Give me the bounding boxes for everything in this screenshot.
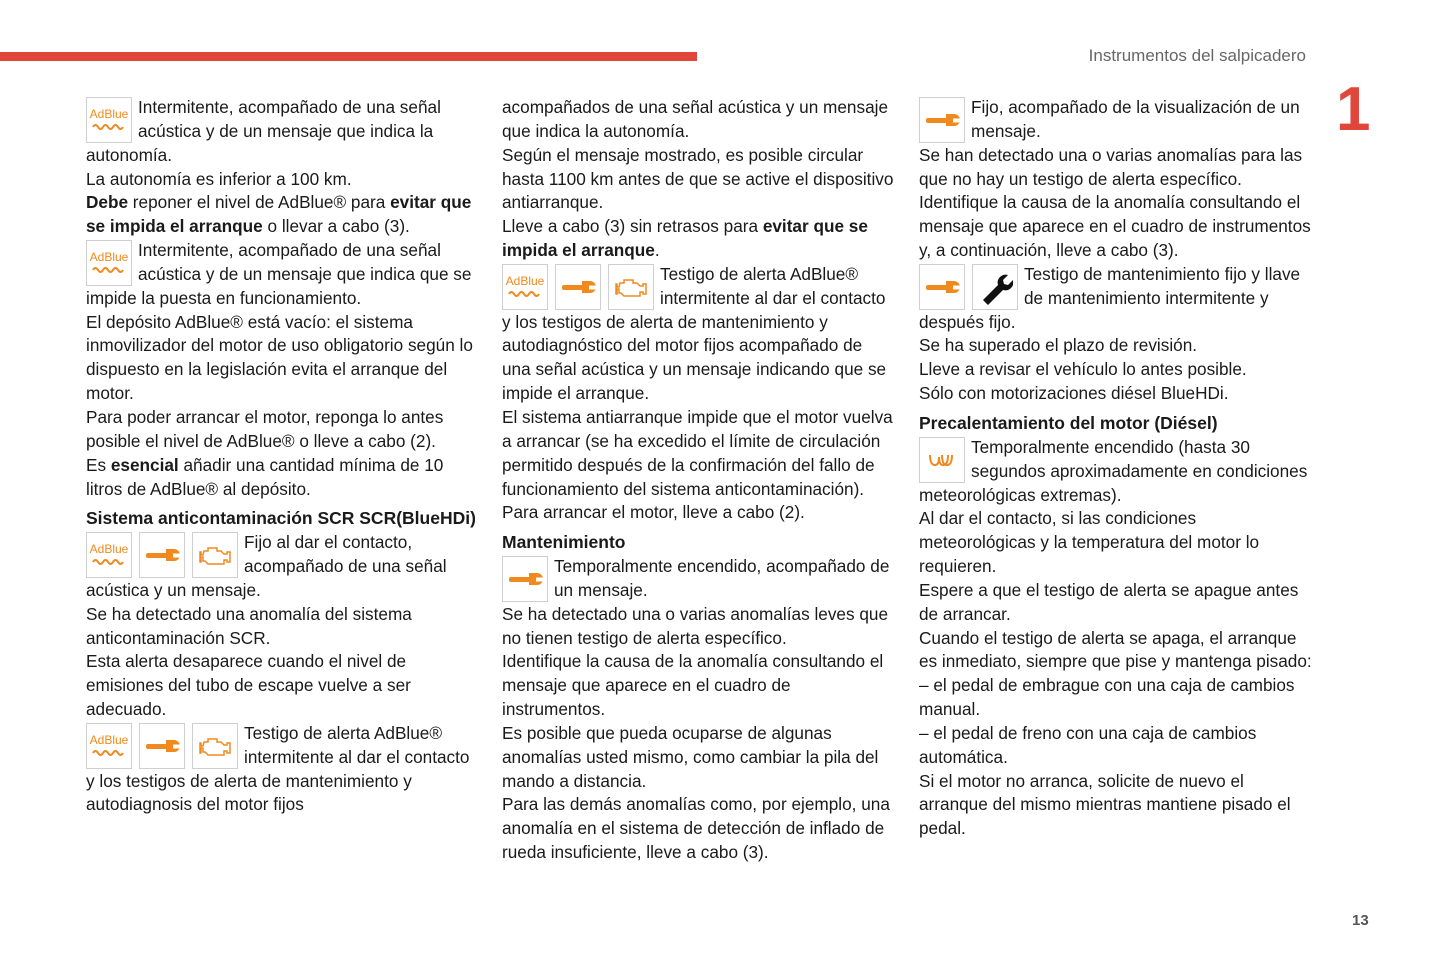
- paragraph: [86, 454, 478, 502]
- warning-light-icons: [502, 556, 548, 602]
- text: añadir una cantidad mínima de 10 litros de AdBlue® al depósito.: [86, 454, 444, 499]
- text: Si el motor no arranca, solicite de nuevo el arranque del mismo mientras mantiene pisado el pedal.: [919, 770, 1291, 839]
- text: Se han detectado una o varias anomalías para las que no hay un testigo de alerta específico.: [919, 144, 1303, 189]
- text: Para poder arrancar el motor, reponga lo antes posible el nivel de AdBlue® o lleve a cabo (2).: [86, 406, 444, 451]
- adblue-icon: AdBlue: [86, 723, 132, 769]
- text: La autonomía es inferior a 100 km.: [86, 168, 352, 189]
- text: Intermitente, acompañado de una señal acústica y de un mensaje que indica la autonomía.: [86, 97, 441, 165]
- paragraph: [919, 507, 1314, 579]
- warning-light-entry: [919, 96, 1314, 144]
- paragraph: [86, 406, 478, 454]
- wrench-icon: [139, 532, 185, 578]
- warning-light-icons: [86, 97, 132, 143]
- text: Mantenimiento: [502, 532, 626, 553]
- warning-light-entry: [919, 436, 1314, 508]
- text: acompañados de una señal acústica y un mensaje que indica la autonomía.: [502, 97, 889, 141]
- warning-light-icons: [919, 97, 965, 143]
- text: Temporalmente encendido, acompañado de un mensaje.: [554, 556, 890, 600]
- spanner-icon: [972, 264, 1018, 310]
- paragraph: [919, 627, 1314, 675]
- adblue-icon: AdBlue: [86, 240, 132, 286]
- section-heading: [502, 531, 894, 555]
- paragraph: [919, 358, 1314, 382]
- text: Cuando el testigo de alerta se apaga, el arranque es inmediato, siempre que pise y mantenga pisado:: [919, 627, 1312, 672]
- paragraph: [919, 722, 1314, 770]
- paragraph: [86, 603, 478, 651]
- section-title: Instrumentos del salpicadero: [1088, 46, 1306, 65]
- warning-light-entry: [919, 263, 1314, 335]
- text: Intermitente, acompañado de una señal acústica y de un mensaje que indica que se impide la puesta en funcionamiento.: [86, 240, 472, 308]
- text: Esta alerta desaparece cuando el nivel de emisiones del tubo de escape vuelve a ser adecuado.: [86, 651, 411, 720]
- paragraph: [919, 144, 1314, 192]
- chapter-number: 1: [1336, 75, 1371, 144]
- paragraph: [502, 215, 894, 263]
- paragraph: [502, 793, 894, 865]
- engine-icon: [608, 264, 654, 310]
- column-1: [86, 96, 478, 817]
- text: Es: [86, 454, 111, 475]
- wrench-icon: [555, 264, 601, 310]
- text: – el pedal de freno con una caja de cambios automática.: [919, 722, 1257, 767]
- text: Lleve a cabo (3) sin retrasos para: [502, 216, 763, 237]
- paragraph: [502, 144, 894, 216]
- warning-light-icons: [86, 240, 132, 286]
- engine-icon: [192, 723, 238, 769]
- text: Se ha superado el plazo de revisión.: [919, 335, 1198, 356]
- warning-light-icons: [919, 437, 965, 483]
- text: Sistema anticontaminación SCR SCR(BlueHDi): [86, 508, 476, 529]
- paragraph: [502, 96, 894, 144]
- bold-text: Debe: [86, 192, 129, 213]
- text: reponer el nivel de AdBlue® para: [128, 192, 391, 213]
- text: El sistema antiarranque impide que el motor vuelva a arrancar (se ha excedido el límite de circulación permitido después de la confirmación del fallo de funcionamiento del sistema anticontaminación).: [502, 406, 893, 499]
- warning-light-icons: [86, 532, 238, 578]
- paragraph: [919, 191, 1314, 263]
- text: – el pedal de embrague con una caja de cambios manual.: [919, 675, 1295, 720]
- text: Espere a que el testigo de alerta se apague antes de arrancar.: [919, 579, 1299, 624]
- warning-light-entry: [502, 263, 894, 406]
- wrench-icon: [139, 723, 185, 769]
- text: Precalentamiento del motor (Diésel): [919, 412, 1218, 433]
- paragraph: [919, 382, 1314, 406]
- text: Para arrancar el motor, lleve a cabo (2).: [502, 502, 805, 523]
- paragraph: [502, 603, 894, 651]
- text: Fijo, acompañado de la visualización de un mensaje.: [971, 97, 1300, 141]
- warning-light-icons: [919, 264, 1018, 310]
- text: Al dar el contacto, si las condiciones meteorológicas y la temperatura del motor lo requieren.: [919, 508, 1260, 577]
- adblue-icon: AdBlue: [86, 97, 132, 143]
- column-3: [919, 96, 1314, 841]
- warning-light-entry: [86, 722, 478, 817]
- warning-light-entry: [86, 531, 478, 603]
- engine-icon: [192, 532, 238, 578]
- paragraph: [502, 722, 894, 794]
- text: Para las demás anomalías como, por ejemplo, una anomalía en el sistema de detección de inflado de rueda insuficiente, lleve a cabo (3).: [502, 794, 890, 863]
- text: Sólo con motorizaciones diésel BlueHDi.: [919, 383, 1229, 404]
- wrench-icon: [502, 556, 548, 602]
- text: Fijo al dar el contacto, acompañado de una señal acústica y un mensaje.: [86, 532, 447, 600]
- paragraph: [86, 191, 478, 239]
- header-accent-bar: [0, 52, 697, 61]
- column-2: [502, 96, 894, 865]
- text: Lleve a revisar el vehículo lo antes posible.: [919, 359, 1247, 380]
- paragraph: [919, 674, 1314, 722]
- warning-light-icons: [502, 264, 654, 310]
- text: Testigo de alerta AdBlue® intermitente al dar el contacto y los testigos de alerta de mantenimiento y autodiagnóstico del motor fijos acompañado de una señal acústica y un mensaje indicando que se impide el arranque.: [502, 263, 887, 404]
- warning-light-icons: [86, 723, 238, 769]
- paragraph: [86, 650, 478, 722]
- section-heading: [919, 412, 1314, 436]
- text: Según el mensaje mostrado, es posible circular hasta 1100 km antes de que se active el dispositivo antiarranque.: [502, 144, 894, 213]
- wrench-icon: [919, 264, 965, 310]
- bold-text: esencial: [110, 454, 179, 475]
- text: Se ha detectado una o varias anomalías leves que no tienen testigo de alerta específico.: [502, 603, 889, 648]
- bold-text: evitar que se impida el arranque: [502, 216, 868, 261]
- text: .: [654, 240, 660, 261]
- paragraph: [86, 311, 478, 406]
- text: Es posible que pueda ocuparse de algunas anomalías usted mismo, como cambiar la pila del mando a distancia.: [502, 722, 879, 791]
- text: Testigo de alerta AdBlue® intermitente al dar el contacto y los testigos de alerta de mantenimiento y autodiagnosis del motor fijos: [86, 722, 470, 815]
- text: Identifique la causa de la anomalía consultando el mensaje que aparece en el cuadro de instrumentos y, a continuación, lleve a cabo (3).: [919, 192, 1311, 261]
- bold-text: evitar que se impida el arranque: [86, 192, 472, 237]
- warning-light-entry: [86, 96, 478, 168]
- warning-light-entry: [86, 239, 478, 311]
- paragraph: [502, 650, 894, 722]
- adblue-icon: AdBlue: [86, 532, 132, 578]
- text: Se ha detectado una anomalía del sistema anticontaminación SCR.: [86, 603, 412, 648]
- paragraph: [919, 770, 1314, 842]
- paragraph: [919, 334, 1314, 358]
- page-number: 13: [1352, 912, 1369, 929]
- paragraph: [502, 406, 894, 501]
- warning-light-entry: [502, 555, 894, 603]
- text: Testigo de mantenimiento fijo y llave de mantenimiento intermitente y después fijo.: [919, 263, 1301, 332]
- wrench-icon: [919, 97, 965, 143]
- paragraph: [919, 579, 1314, 627]
- section-heading: [86, 507, 478, 531]
- text: Temporalmente encendido (hasta 30 segundos aproximadamente en condiciones meteorológicas extremas).: [919, 436, 1308, 505]
- glow-icon: [919, 437, 965, 483]
- text: o llevar a cabo (3).: [262, 216, 410, 237]
- paragraph: [86, 168, 478, 192]
- paragraph: [502, 501, 894, 525]
- text: El depósito AdBlue® está vacío: el sistema inmovilizador del motor de uso obligatorio según lo dispuesto en la legislación evita el arranque del motor.: [86, 311, 473, 404]
- text: Identifique la causa de la anomalía consultando el mensaje que aparece en el cuadro de instrumentos.: [502, 651, 884, 720]
- adblue-icon: AdBlue: [502, 264, 548, 310]
